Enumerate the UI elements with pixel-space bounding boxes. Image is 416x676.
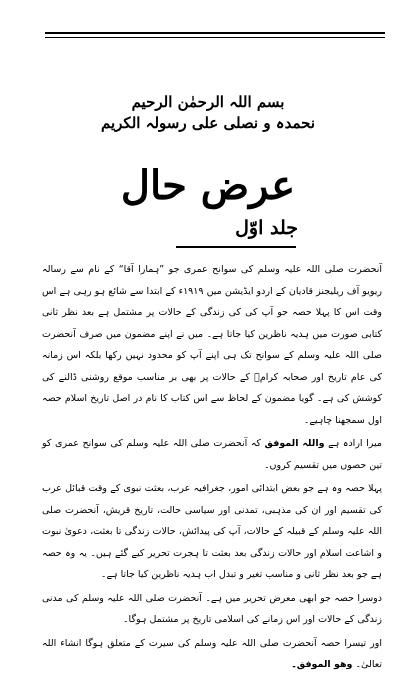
paragraph-3-text: پہلا حصہ وہ ہے جو بعض ابتدائی امور، جغرافیہ عرب، بعثت نبوی کے وقت قبائل عرب کی تقسیم اور ان کی مذہبی، تمدنی اور سیاسی حالت، تاریخ قریش، آنحضرت صلی اللہ علیہ وسلم کے قبیلہ کے حالات، آپ کی پیدائش، حالات زندگی تا بعثت، دعویٰ نبوت و اشاعت اسلام اور حالات زندگی بعد بعثت تا ہجرت تحریر کیے گئے ہیں۔ یہ وہ حصہ ہے جو بعد نظر ثانی و مناسب تغیر و تبدل اب ہدیہ ناظرین کیا جاتا ہے۔ (42, 483, 382, 580)
paragraph-5-text: اور تیسرا حصہ آنحضرت صلی اللہ علیہ وسلم کی سیرت کے متعلق ہوگا انشاء اللہ تعالیٰ۔ (42, 637, 382, 670)
top-rule-thin (45, 37, 385, 38)
top-rule-thick (45, 32, 385, 34)
page-subtitle: جلد اوّل (235, 217, 298, 239)
paragraph-1 (42, 259, 382, 431)
subtitle-underline (176, 246, 296, 248)
paragraph-2 (42, 433, 382, 476)
paragraph-4-text: دوسرا حصہ جو ابھی معرض تحریر میں ہے۔ آنحضرت صلی اللہ علیہ وسلم کی مدنی زندگی کے حالات اور اس زمانے کی اسلامی تاریخ پر مشتمل ہوگا۔ (42, 592, 382, 625)
paragraph-2-emphasis: واللہ الموفق (264, 438, 325, 449)
paragraph-2-text: کہ آنحضرت صلی اللہ علیہ وسلم کی سوانح عمری کو تین حصوں میں تقسیم کروں۔ (42, 438, 382, 471)
salutation: نحمدہ و نصلی علی رسولہ الکریم (101, 114, 315, 132)
paragraph-5 (42, 633, 382, 676)
body-text (42, 259, 382, 676)
paragraph-2-lead: میرا ارادہ ہے (328, 438, 382, 449)
paragraph-3 (42, 478, 382, 586)
bismillah: بسم اللہ الرحمٰن الرحیم (131, 93, 285, 111)
paragraph-1-text: آنحضرت صلی اللہ علیہ وسلم کی سوانح عمری جو ”ہمارا آقا“ کے نام سے رسالہ ریویو آف ریلیجنز قادیان کے اردو ایڈیشن میں ۱۹۱۹ء کے ابتدا سے شائع ہو رہی ہے اس وقت اس کا پہلا حصہ جو آپ کی کی زندگی کے حالات پر مشتمل ہے بعد نظر ثانی کتابی صورت میں ہدیہ ناظرین کیا جاتا ہے۔ میں نے اپنے مضمون میں صرف آنحضرت صلی اللہ علیہ وسلم کے سوانح تک ہی اپنے آپ کو محدود نہیں رکھا بلکہ اس زمانہ کی عام تاریخ اور صحابہ کرامؓ کے حالات پر بھی بر مناسب موقع روشنی ڈالنے کی کوشش کی ہے۔ گویا مضمون کے لحاظ سے اس کتاب کا نام در اصل تاریخ اسلام حصہ اول سمجھنا چاہیے۔ (42, 264, 382, 426)
page-title: عرض حال (120, 162, 296, 209)
paragraph-4 (42, 588, 382, 631)
paragraph-5-emphasis: وھو الموفق۔ (291, 659, 353, 670)
